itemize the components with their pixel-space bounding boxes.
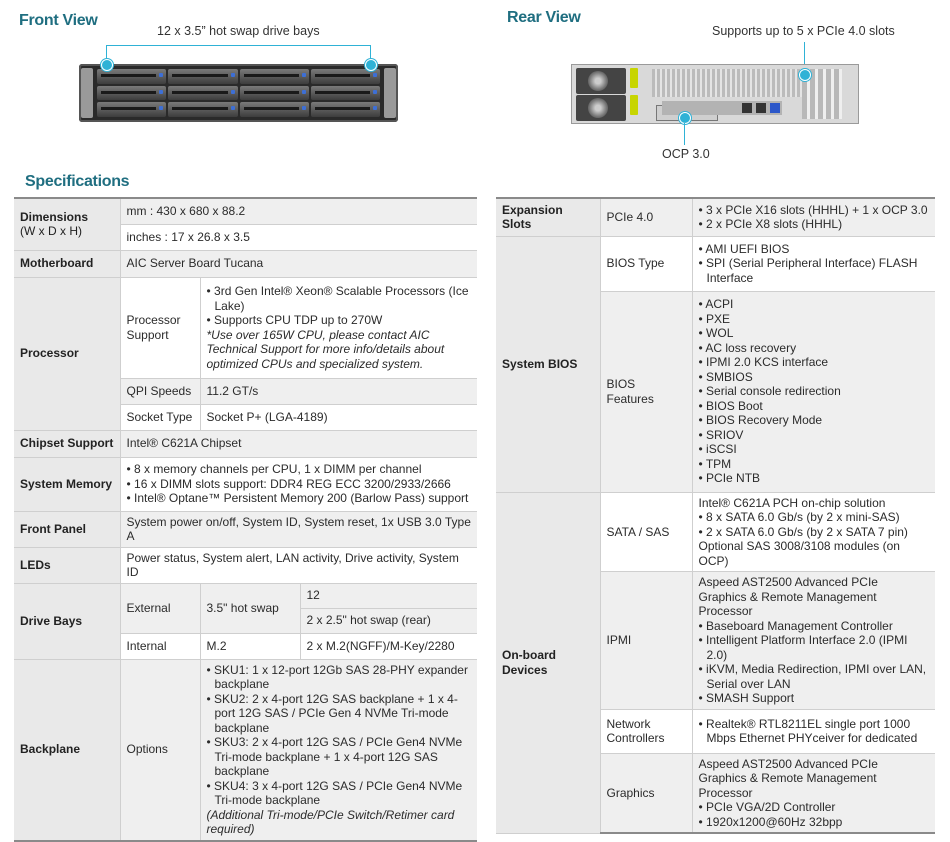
front-callout-line — [106, 45, 370, 46]
qpi-value: 11.2 GT/s — [200, 378, 477, 404]
dimensions-label: Dimensions (W x D x H) — [14, 198, 120, 250]
expansion-item: • 3 x PCIe X16 slots (HHHL) + 1 x OCP 3.0 — [699, 203, 930, 218]
processor-support-item: • 3rd Gen Intel® Xeon® Scalable Processors (Ice Lake) — [207, 284, 472, 313]
front-bays-caption: 12 x 3.5” hot swap drive bays — [157, 24, 320, 38]
sata-item: • 8 x SATA 6.0 Gb/s (by 2 x mini-SAS) — [699, 510, 930, 525]
chipset-label: Chipset Support — [14, 430, 120, 457]
front-panel-label: Front Panel — [14, 511, 120, 547]
chipset-value: Intel® C621A Chipset — [120, 430, 477, 457]
ipmi-value — [692, 572, 935, 710]
backplane-label: Backplane — [14, 659, 120, 841]
bios-type-item: • AMI UEFI BIOS — [699, 242, 930, 257]
backplane-note: (Additional Tri-mode/PCIe Switch/Retimer card required) — [206, 807, 455, 836]
sata-value — [692, 492, 935, 572]
rear-slots-caption: Supports up to 5 x PCIe 4.0 slots — [712, 24, 895, 38]
ipmi-label: IPMI — [600, 572, 692, 710]
network-value — [692, 709, 935, 753]
backplane-value — [200, 659, 477, 841]
drive-external-rear: 2 x 2.5" hot swap (rear) — [300, 608, 477, 633]
front-panel-value: System power on/off, System ID, System reset, 1x USB 3.0 Type A — [120, 511, 477, 547]
processor-support-label: Processor Support — [120, 277, 200, 378]
processor-support-note: *Use over 165W CPU, please contact AIC Technical Support for more info/details about optimized CPUs and specialized system. — [206, 327, 445, 371]
memory-item: • 16 x DIMM slots support: DDR4 REG ECC 3200/2933/2666 — [127, 477, 472, 492]
bios-feature-item: • ACPI — [699, 297, 930, 312]
rear-ocp-callout-line — [684, 123, 685, 145]
bios-type-label: BIOS Type — [600, 236, 692, 291]
bios-feature-item: • iSCSI — [699, 442, 930, 457]
dimensions-inches: inches : 17 x 26.8 x 3.5 — [120, 224, 477, 250]
bios-features-label: BIOS Features — [600, 291, 692, 492]
drive-internal-type: M.2 — [200, 633, 300, 659]
bios-feature-item: • BIOS Boot — [699, 399, 930, 414]
drive-internal-value: 2 x M.2(NGFF)/M-Key/2280 — [300, 633, 477, 659]
motherboard-label: Motherboard — [14, 250, 120, 277]
memory-item: • Intel® Optane™ Persistent Memory 200 (Barlow Pass) support — [127, 491, 472, 506]
front-callout-dot-right — [365, 59, 377, 71]
bios-feature-item: • SRIOV — [699, 428, 930, 443]
drive-bays-label: Drive Bays — [14, 583, 120, 659]
front-server-image — [79, 64, 398, 122]
socket-value: Socket P+ (LGA-4189) — [200, 404, 477, 430]
bios-feature-item: • PCIe NTB — [699, 471, 930, 486]
front-view-heading: Front View — [19, 12, 98, 29]
memory-value — [120, 457, 477, 511]
bios-feature-item: • TPM — [699, 457, 930, 472]
motherboard-value: AIC Server Board Tucana — [120, 250, 477, 277]
memory-label: System Memory — [14, 457, 120, 511]
expansion-item: • 2 x PCIe X8 slots (HHHL) — [699, 217, 930, 232]
expansion-value — [692, 198, 935, 236]
bios-feature-item: • WOL — [699, 326, 930, 341]
rear-ocp-callout-dot — [679, 112, 691, 124]
bios-feature-item: • SMBIOS — [699, 370, 930, 385]
graphics-item: • 1920x1200@60Hz 32bpp — [699, 815, 930, 830]
leds-label: LEDs — [14, 547, 120, 583]
rear-view-heading: Rear View — [507, 9, 581, 26]
graphics-label: Graphics — [600, 753, 692, 833]
ipmi-item: • Intelligent Platform Interface 2.0 (IPMI 2.0) — [699, 633, 930, 662]
bios-feature-item: • IPMI 2.0 KCS interface — [699, 355, 930, 370]
graphics-value — [692, 753, 935, 833]
backplane-item: • SKU1: 1 x 12-port 12Gb SAS 28-PHY expander backplane — [207, 663, 472, 692]
backplane-item: • SKU2: 2 x 4-port 12G SAS backplane + 1 x 4-port 12G SAS / PCIe Gen 4 NVMe Tri-mode backplane — [207, 692, 472, 736]
processor-support-value — [200, 277, 477, 378]
socket-label: Socket Type — [120, 404, 200, 430]
sata-head: Intel® C621A PCH on-chip solution — [698, 495, 886, 510]
bios-feature-item: • AC loss recovery — [699, 341, 930, 356]
expansion-label: Expansion Slots — [496, 198, 600, 236]
processor-support-item: • Supports CPU TDP up to 270W — [207, 313, 472, 328]
sata-tail: Optional SAS 3008/3108 modules (on OCP) — [698, 539, 900, 568]
ipmi-head: Aspeed AST2500 Advanced PCIe Graphics & Remote Management Processor — [698, 575, 878, 618]
leds-value: Power status, System alert, LAN activity, Drive activity, System ID — [120, 547, 477, 583]
graphics-item: • PCIe VGA/2D Controller — [699, 800, 930, 815]
expansion-sub: PCIe 4.0 — [600, 198, 692, 236]
graphics-head: Aspeed AST2500 Advanced PCIe Graphics & Remote Management Processor — [698, 756, 878, 800]
drive-external-type: 3.5" hot swap — [200, 583, 300, 633]
front-callout-dot-left — [101, 59, 113, 71]
memory-item: • 8 x memory channels per CPU, 1 x DIMM per channel — [127, 462, 472, 477]
dimensions-mm: mm : 430 x 680 x 88.2 — [120, 198, 477, 224]
sata-item: • 2 x SATA 6.0 Gb/s (by 2 x SATA 7 pin) — [699, 525, 930, 540]
bios-type-item: • SPI (Serial Peripheral Interface) FLASH Interface — [699, 256, 930, 285]
drive-external-label: External — [120, 583, 200, 633]
ipmi-item: • Baseboard Management Controller — [699, 619, 930, 634]
network-item: • Realtek® RTL8211EL single port 1000 Mbps Ethernet PHYceiver for dedicated — [699, 717, 930, 746]
bios-feature-item: • PXE — [699, 312, 930, 327]
right-spec-table — [496, 197, 935, 834]
bios-feature-item: • BIOS Recovery Mode — [699, 413, 930, 428]
processor-label: Processor — [14, 277, 120, 430]
bios-features-value — [692, 291, 935, 492]
qpi-label: QPI Speeds — [120, 378, 200, 404]
rear-server-image — [571, 64, 859, 124]
drive-internal-label: Internal — [120, 633, 200, 659]
specifications-heading: Specifications — [25, 173, 130, 190]
ipmi-item: • SMASH Support — [699, 691, 930, 706]
network-label: Network Controllers — [600, 709, 692, 753]
rear-slots-callout-dot — [799, 69, 811, 81]
backplane-options-label: Options — [120, 659, 200, 841]
backplane-item: • SKU4: 3 x 4-port 12G SAS / PCIe Gen4 NVMe Tri-mode backplane — [207, 779, 472, 808]
drive-external-count: 12 — [300, 583, 477, 608]
ipmi-item: • iKVM, Media Redirection, IPMI over LAN, Serial over LAN — [699, 662, 930, 691]
bios-feature-item: • Serial console redirection — [699, 384, 930, 399]
onboard-label: On-board Devices — [496, 492, 600, 833]
rear-ocp-caption: OCP 3.0 — [662, 147, 710, 161]
left-spec-table — [14, 197, 477, 842]
bios-type-value — [692, 236, 935, 291]
sata-label: SATA / SAS — [600, 492, 692, 572]
backplane-item: • SKU3: 2 x 4-port 12G SAS / PCIe Gen4 NVMe Tri-mode backplane + 1 x 4-port 12G SAS backplane — [207, 735, 472, 779]
bios-label: System BIOS — [496, 236, 600, 492]
